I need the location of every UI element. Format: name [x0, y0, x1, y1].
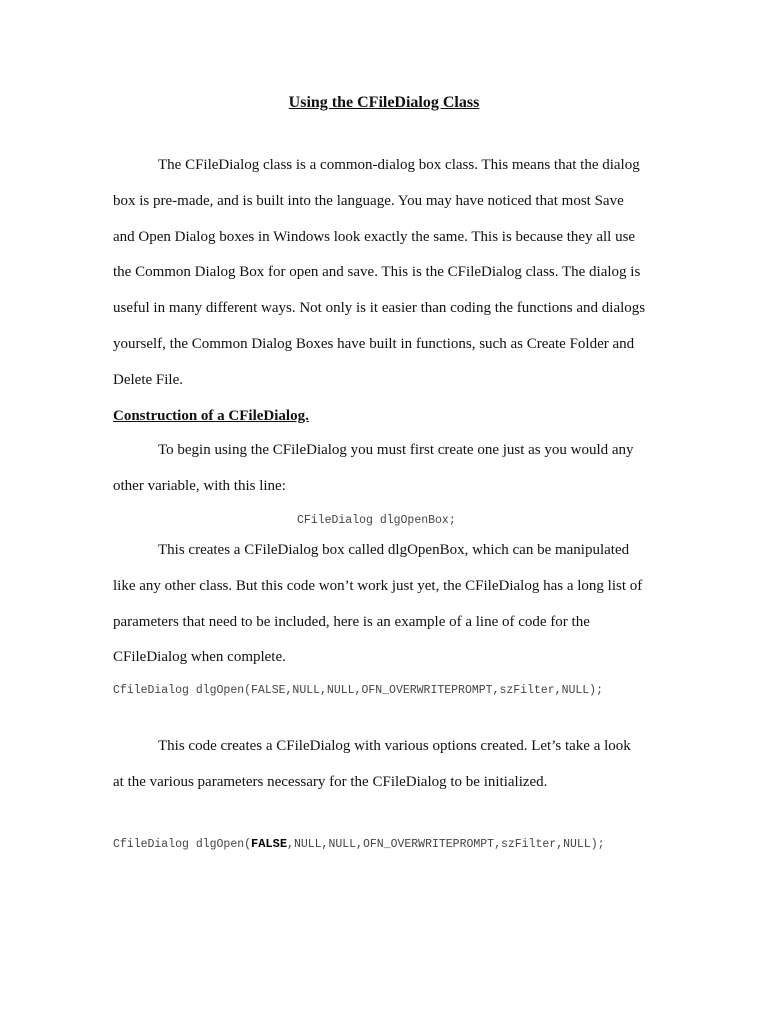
- code-declaration: CFileDialog dlgOpenBox;: [297, 514, 456, 527]
- intro-line: yourself, the Common Dialog Boxes have built in functions, such as Create Folder and: [113, 335, 635, 352]
- code-suffix: ,NULL,NULL,OFN_OVERWRITEPROMPT,szFilter,NULL);: [287, 838, 605, 851]
- options-line: at the various parameters necessary for the CFileDialog to be initialized.: [113, 773, 548, 790]
- intro-paragraph: [113, 148, 658, 399]
- explanation-paragraph: [113, 533, 658, 676]
- intro-line: Delete File.: [113, 371, 183, 388]
- intro-line: box is pre-made, and is built into the language. You may have noticed that most Save: [113, 192, 624, 209]
- explanation-line: This creates a CFileDialog box called dlgOpenBox, which can be manipulated: [158, 542, 630, 558]
- code-bold-param: FALSE: [251, 837, 288, 851]
- construction-line: To begin using the CFileDialog you must first create one just as you would any: [158, 442, 634, 458]
- intro-line: and Open Dialog boxes in Windows look exactly the same. This is because they all use: [113, 228, 636, 245]
- construction-line: other variable, with this line:: [113, 477, 286, 494]
- explanation-line: like any other class. But this code won’t work just yet, the CFileDialog has a long list of: [113, 577, 643, 594]
- options-paragraph: [113, 729, 658, 801]
- code-full-line: CfileDialog dlgOpen(FALSE,NULL,NULL,OFN_OVERWRITEPROMPT,szFilter,NULL);: [113, 684, 603, 697]
- intro-line: The CFileDialog class is a common-dialog box class. This means that the dialog: [158, 157, 640, 173]
- code-prefix: CfileDialog dlgOpen(: [113, 838, 252, 851]
- intro-line: useful in many different ways. Not only is it easier than coding the functions and dialogs: [113, 300, 646, 317]
- page-title: Using the CFileDialog Class: [288, 94, 480, 111]
- explanation-line: CFileDialog when complete.: [113, 649, 286, 666]
- explanation-line: parameters that need to be included, here is an example of a line of code for the: [113, 613, 590, 630]
- code-highlight-line: [113, 836, 605, 853]
- options-line: This code creates a CFileDialog with various options created. Let’s take a look: [158, 738, 631, 754]
- construction-paragraph: [113, 433, 658, 505]
- intro-line: the Common Dialog Box for open and save. This is the CFileDialog class. The dialog is: [113, 264, 641, 281]
- section-heading: Construction of a CFileDialog.: [113, 408, 309, 424]
